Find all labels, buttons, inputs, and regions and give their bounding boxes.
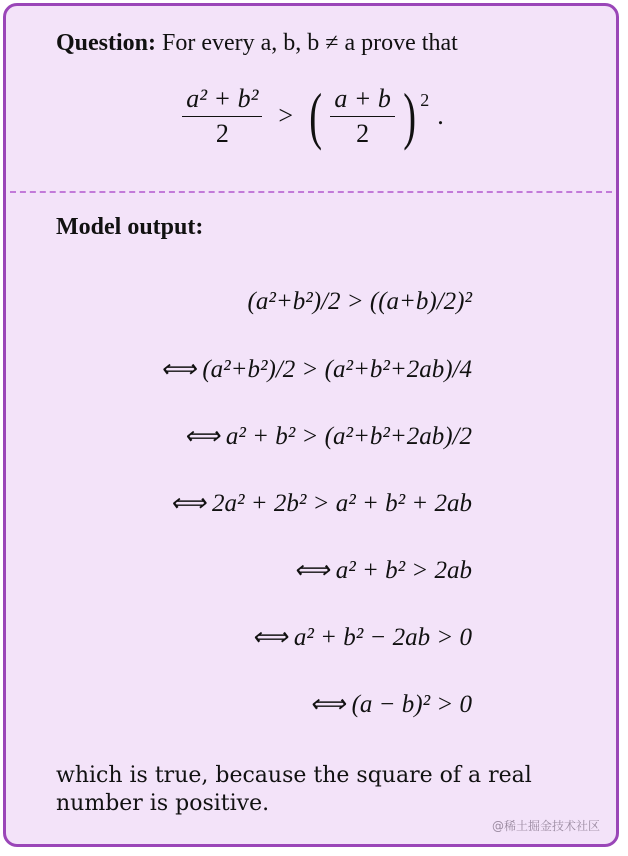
conclusion-text: which is true, because the square of a real number is positive. [56, 763, 532, 816]
lhs-numerator: a² + b² [182, 84, 262, 117]
lhs-denominator: 2 [215, 118, 229, 148]
rhs-fraction [330, 84, 395, 149]
dashed-divider [10, 191, 612, 193]
question-inequality [6, 80, 616, 152]
proof-step: ⟺ (a²+b²)/2 > (a²+b²+2ab)/4 [160, 355, 472, 383]
model-output-label: Model output: [56, 214, 204, 240]
left-paren: ( [309, 80, 323, 152]
question-text [56, 30, 458, 57]
period: . [437, 101, 444, 131]
proof-step: ⟺ a² + b² − 2ab > 0 [251, 623, 472, 651]
card [3, 3, 619, 847]
proof-step: ⟺ a² + b² > (a²+b²+2ab)/2 [183, 422, 472, 450]
proof-step: ⟺ 2a² + 2b² > a² + b² + 2ab [169, 489, 472, 517]
rhs-exponent: 2 [420, 90, 430, 110]
question-section [6, 6, 616, 192]
rhs-denominator: 2 [356, 118, 370, 148]
question-label: Question: [56, 30, 157, 56]
greater-than: > [278, 101, 294, 131]
proof-step: (a²+b²)/2 > ((a+b)/2)² [247, 287, 472, 315]
rhs-numerator: a + b [330, 84, 395, 117]
proof-step: ⟺ a² + b² > 2ab [293, 556, 472, 584]
right-paren: ) [403, 80, 416, 152]
proof-steps [6, 268, 472, 737]
watermark: @稀土掘金技术社区 [491, 819, 600, 833]
question-statement: For every a, b, b ≠ a prove that [162, 30, 458, 56]
proof-step: ⟺ (a − b)² > 0 [309, 690, 472, 718]
lhs-fraction [182, 84, 262, 149]
